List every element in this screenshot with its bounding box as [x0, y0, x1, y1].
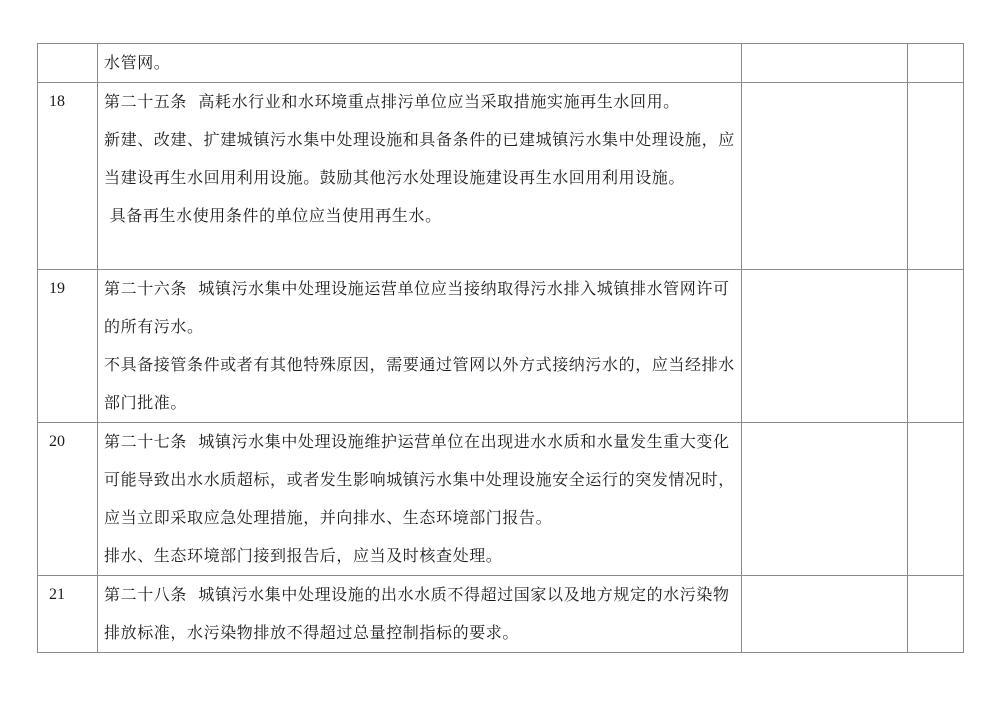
article-text-cell: [98, 423, 742, 576]
article-paragraph: 新建、改建、扩建城镇污水集中处理设施和具备条件的已建城镇污水集中处理设施，应当建设再生水回用利用设施。鼓励其他污水处理设施建设再生水回用利用设施。: [104, 130, 735, 187]
row-number-cell: [38, 270, 98, 423]
article-paragraph: 第二十五条 高耗水行业和水环境重点排污单位应当采取措施实施再生水回用。: [104, 92, 680, 111]
article-paragraph: 水管网。: [104, 53, 171, 72]
row-number-cell: [38, 44, 98, 83]
blank-cell: [908, 44, 964, 83]
article-paragraph: 具备再生水使用条件的单位应当使用再生水。: [104, 206, 442, 225]
article-paragraph: 第二十七条 城镇污水集中处理设施维护运营单位在出现进水水质和水量发生重大变化可能导致出水水质超标，或者发生影响城镇污水集中处理设施安全运行的突发情况时，应当立即采取应急处理措施，并向排水、生态环境部门报告。: [104, 432, 735, 527]
blank-cell: [742, 576, 908, 653]
article-text-cell: [98, 83, 742, 270]
regulation-table: [37, 43, 964, 653]
row-number: 20: [49, 433, 65, 450]
blank-cell: [908, 83, 964, 270]
blank-cell: [742, 270, 908, 423]
table-row: [38, 423, 964, 576]
row-number-cell: [38, 576, 98, 653]
article-paragraph: 第二十六条 城镇污水集中处理设施运营单位应当接纳取得污水排入城镇排水管网许可的所有污水。: [104, 279, 730, 336]
row-number: 19: [49, 280, 65, 297]
table-row: [38, 576, 964, 653]
article-paragraph: 第二十八条 城镇污水集中处理设施的出水水质不得超过国家以及地方规定的水污染物排放标准，水污染物排放不得超过总量控制指标的要求。: [104, 585, 730, 642]
article-text-cell: [98, 44, 742, 83]
article-text-cell: [98, 576, 742, 653]
blank-cell: [908, 270, 964, 423]
article-paragraph: 不具备接管条件或者有其他特殊原因，需要通过管网以外方式接纳污水的，应当经排水部门批准。: [104, 355, 735, 412]
table-row: [38, 83, 964, 270]
article-paragraph: 排水、生态环境部门接到报告后，应当及时核查处理。: [104, 546, 503, 565]
row-number-cell: [38, 423, 98, 576]
row-number-cell: [38, 83, 98, 270]
blank-cell: [908, 576, 964, 653]
table-row: [38, 44, 964, 83]
blank-cell: [742, 423, 908, 576]
blank-cell: [908, 423, 964, 576]
article-text-cell: [98, 270, 742, 423]
blank-cell: [742, 83, 908, 270]
table-row: [38, 270, 964, 423]
row-number: 18: [49, 93, 65, 110]
row-number: 21: [49, 586, 65, 603]
blank-cell: [742, 44, 908, 83]
